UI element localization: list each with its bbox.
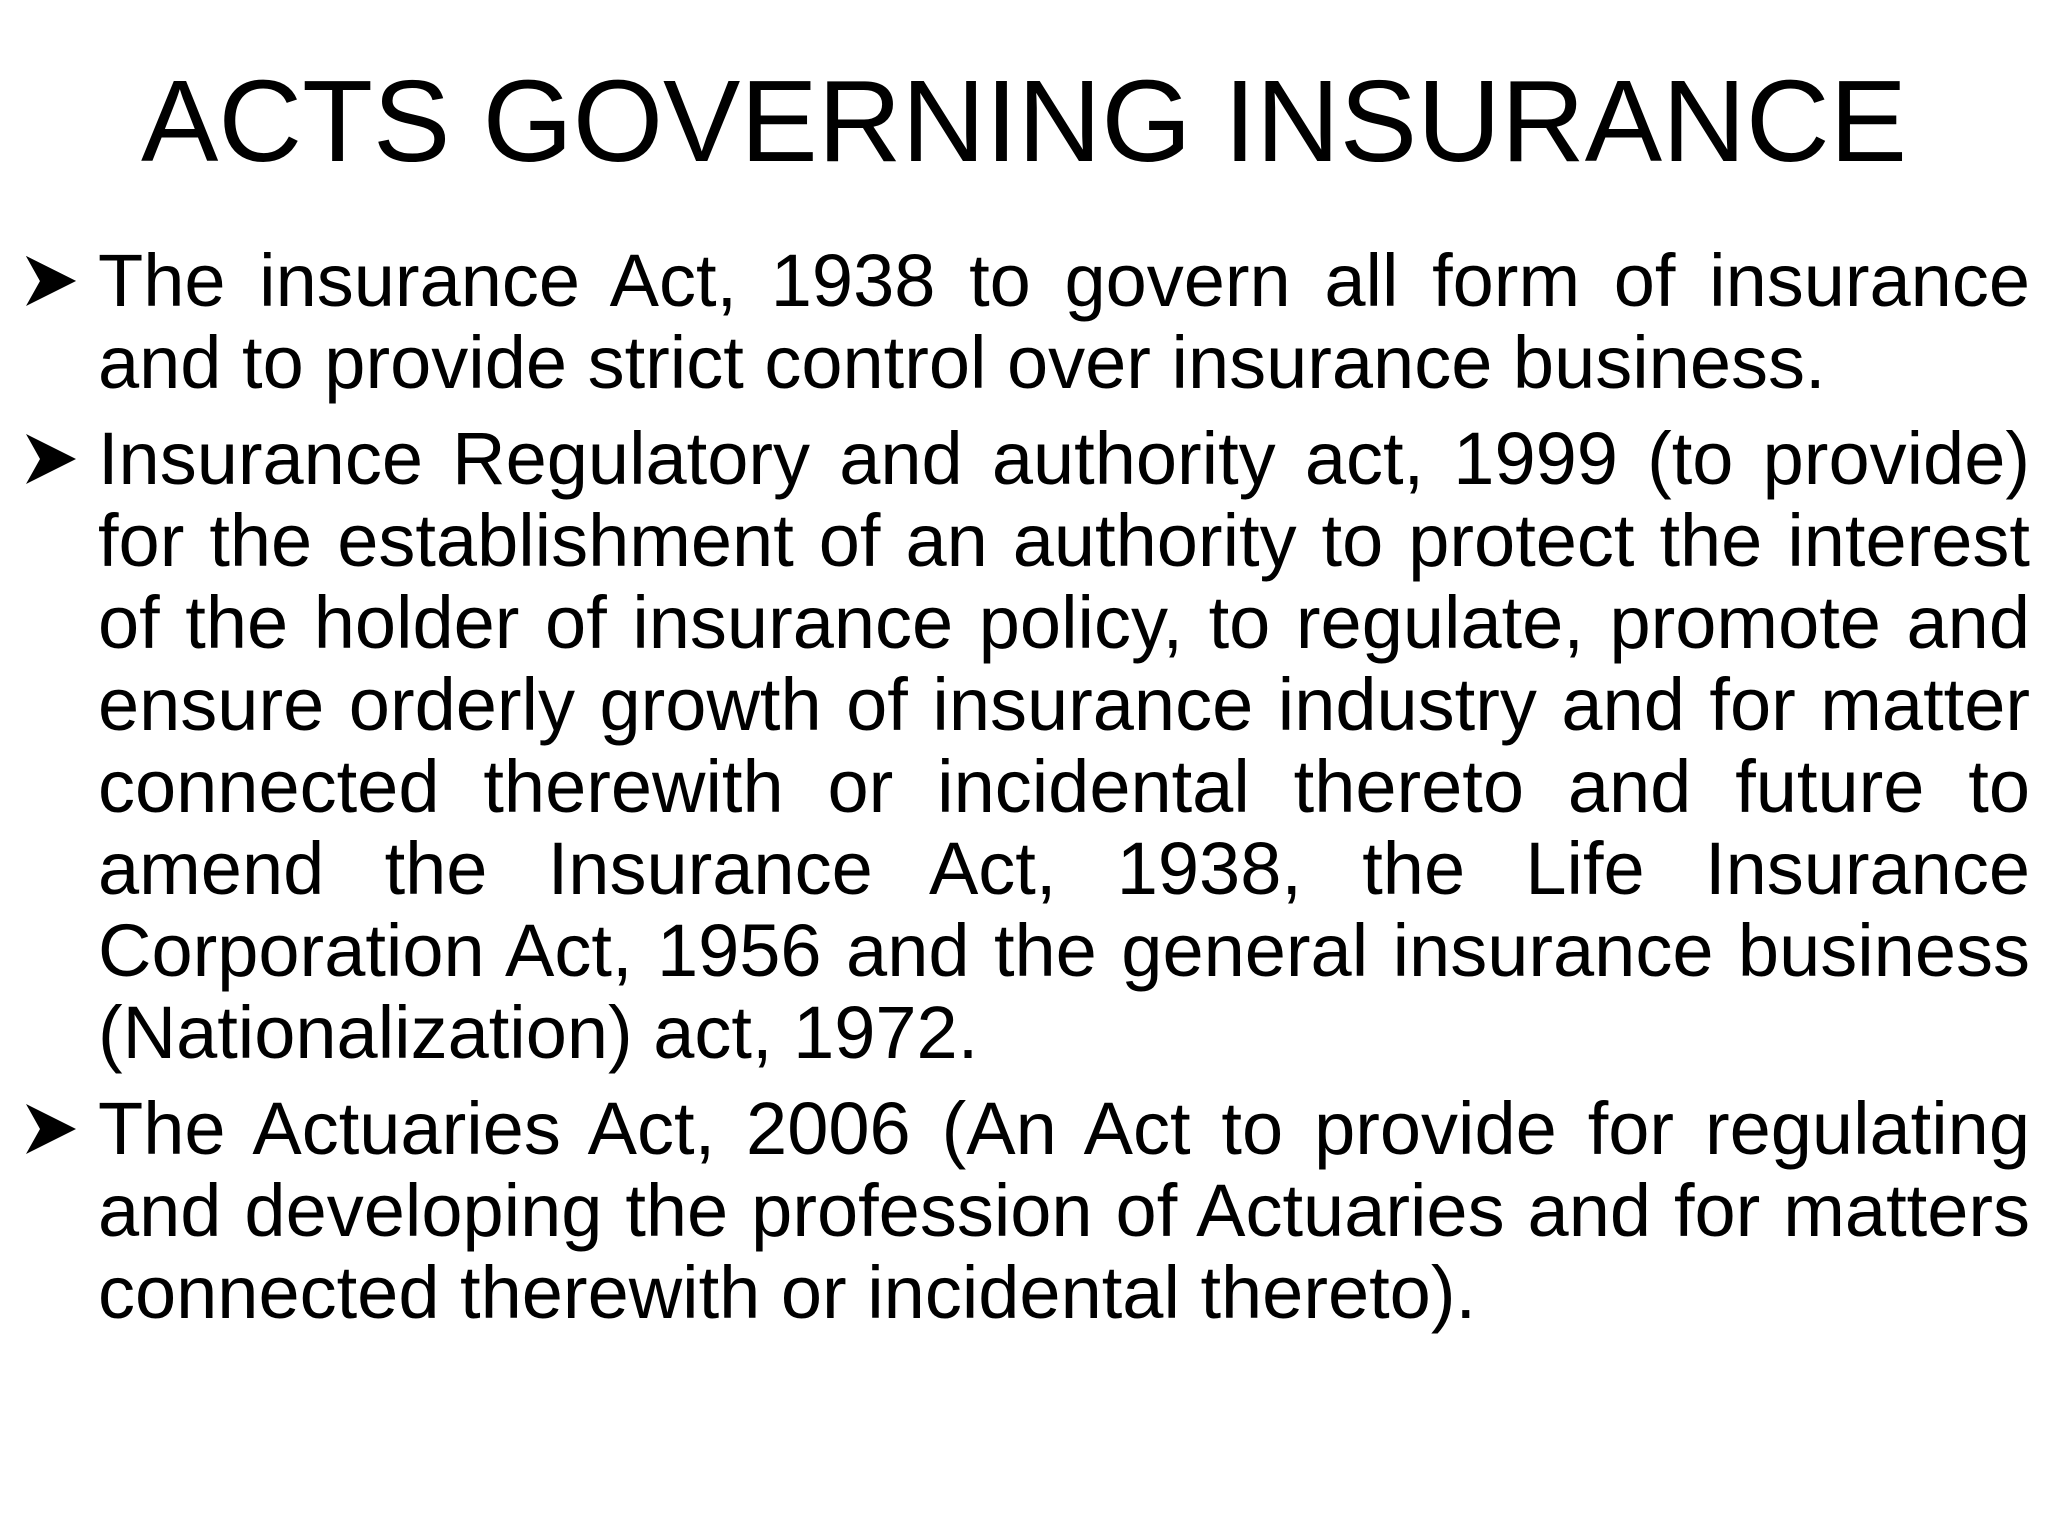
bullet-list (22, 240, 2030, 1348)
arrowhead-bullet-icon (22, 418, 82, 500)
bullet-item (22, 240, 2030, 404)
arrowhead-bullet-icon (22, 240, 82, 322)
bullet-item (22, 418, 2030, 1074)
bullet-text: Insurance Regulatory and authority act, 1999 (to provide) for the establishment of an authority to protect the interest of the holder of insurance policy, to regulate, promote and ensure orderly growth of insurance industry and for matter connected therewith or incidental thereto and future to amend the Insurance Act, 1938, the Life Insurance Corporation Act, 1956 and the general insurance business (Nationalization) act, 1972. (98, 417, 2030, 1074)
arrowhead-bullet-icon (22, 1088, 82, 1170)
slide-title: ACTS GOVERNING INSURANCE (141, 56, 1907, 186)
bullet-text: The Actuaries Act, 2006 (An Act to provide for regulating and developing the profession of Actuaries and for matters connected therewith or incidental thereto). (98, 1087, 2030, 1334)
bullet-item (22, 1088, 2030, 1334)
bullet-text: The insurance Act, 1938 to govern all form of insurance and to provide strict control over insurance business. (98, 239, 2030, 404)
